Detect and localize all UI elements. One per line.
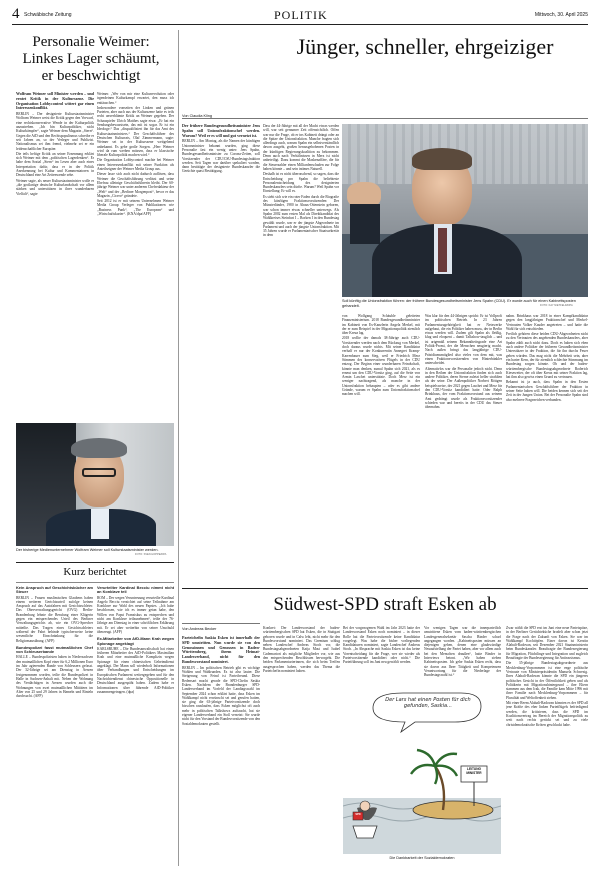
esken-column-5 (506, 626, 588, 864)
spahn-photo-caption: Soll künftig die Unionsfraktion führen: der frühere Bundesgesundheitsminister Jens Spahn (CDU). Er wurde auch für einen Kabinettsposten gehandelt. (342, 299, 576, 308)
spahn-paragraph: Deshalb ist es nicht überraschend, so sagen, dass die Entscheidung pro Spahn die beliebteste Personalentscheidung des designierten Bundeskanzlers sein dürfte. Warum? Weil Spahn vor Einstellung: Er will es. (263, 172, 339, 194)
kurz-item-title: Verurteilter Kardinal Becciu nimmt nicht an Konklave teil (97, 586, 174, 595)
spahn-paragraph: 2018 wollte der damals 38-Jährige auch CDU-Vorsitzender werden nach dem Rückzug von Merkel, doch daraus wurde nichts. Mit seiner Kandidatur verhalf er nur der Konkurrentin Annegret Kramp-Karrenbauer zum Sieg, weil er Friedrich Merz Stimmen des konservativen Flügels in der CDU entzog. Der Beginn einer wunderbaren Feindschaft, könnte man denken, zumal Spahn sich 2021, als es erneut um den CDU-Vorsitz ging, auf die Seite von Armin Laschet unterstützte. Doch Merz ist ein weniger nachtragend, als manche in der Unionsfraktion behaupten – oder es gibt andere Gründe, warum er Spahn zum Unionsfraktionschef machen will. (342, 336, 420, 397)
cartoon-speech-bubble: Der Lars hat einen Posten für dich gefunden, Saskia… (385, 697, 471, 709)
weimer-photo-caption: Der bisherige Medienunternehmer Wolfram Weimer soll Kulturstaatsminister werden. (16, 548, 159, 552)
kurz-item (16, 646, 93, 699)
cartoon-spd-box: SPD (355, 813, 361, 816)
weimer-photo-credit: FOTO: SVEN HOPPE/DPA (135, 553, 167, 556)
kurz-item-text: KARLSRUHE – Die Bundesanwaltschaft hat einen früheren Mitarbeiter des AfD-Politikers Maximilian Krah und eine mutmaßliche Komplizin wegen Spionage für einen chinesischen Geheimdienst angeklagt. Der Mann soll wiederholt Informationen über Verhandlungen und Entscheidungen im Europäischen Parlament weitergegeben und für den Nachrichtendienst chinesische Oppositionelle in Deutschland ausgespäht haben. Zudem habe er Informationen über führende AfD-Politiker zusammengetragen. (dpa) (97, 646, 174, 694)
weimer-paragraph: BERLIN – Der designierte Kulturstaatsminister Wolfram Weimer weist die Kritik gegen den Vorwurf, eine rechtskonservative Wende in der Kulturpolitik anzustreben. „Ich bin Kulturpolitiker, nicht Kulturkämpfer“, sagte Weimer dem Magazin „Stern“. Gegen die AfD und den Rechtspopulismus schreibe er seit Jahren an, so der Verleger und Publizist. Nationalismus sei ihm fremd, vielmehr sei er ein leidenschaftlicher Europäer. (16, 112, 94, 151)
esken-author: Von Andreas Becker (182, 627, 217, 631)
kurz-heading-rule (16, 582, 174, 583)
esken-paragraph: Konkret: Der Landesvorstand der baden-württembergischen SPD hat Esken, die in Stuttgart geboren wurde und in Calw lebt, nicht mehr für den Bundesvorstand nominiert. Das Gremium schlug neben Landeschef Andreas Stoch vor, die Bundestagsabgeordneten Katja Mast und Isabel Cademartori als mögliche Mitglieder vor, wie aus den entsprechenden Beschlüssen hervorgeht. Die beiden Parlamentarierinnen, die sich beim Treffen ausgesprochen haben, werden das Thema die Parteichefin nominiert haben. (263, 626, 340, 673)
column-divider (178, 30, 179, 866)
spahn-paragraph: von Wolfgang Schäuble geleiteten Finanzministerium. 2018 Bundesgesundheitsminister im Kabinett von Ex-Kanzlerin Angela Merkel, mit der er zum Beispiel in der Migrationspolitik ziemlich über Kreuz lag. (342, 314, 420, 336)
spahn-headline: Jünger, schneller, ehrgeiziger (296, 34, 554, 59)
spahn-column-5 (506, 314, 588, 584)
kurz-item-title: Kein Anspruch auf Geschichtsbücher am Steuer (16, 586, 93, 595)
spahn-paragraph: Alternativlos war die Personalie jedoch nicht. Denn in den Reihen der Unionsfraktion finden sich auch andere Politiker, deren Sterne zuletzt heller strahlten als der seine. Der Außenpolitiker Norbert Röttgen beispielsweise, der 2021 gegen Laschet und Merz für den CDU-Vorsitz kandidiert hatte. Oder Ralph Brinkhaus, der vom Fraktionsvorstand aus seinem Amt gedrängt wurde als Fraktionsvorsitzender schieden war und bereits in der CDU das Steuer übernahm. (425, 366, 502, 410)
spahn-paragraph: nahm. Brinkhaus war 2018 in einer Kampfkandidatur gegen den langjährigen Fraktionschef und Merkel-Vertrauten Volker Kauder angetreten – und hatte die Wahl für sich entschieden. (506, 314, 588, 331)
kurz-item-title: Bundespolizei fasst mutmaßlichen Chef von Schleuserbande (16, 644, 93, 655)
weimer-paragraph: Weimer sagte, als neuer Kulturstaatsminister wolle er „die großartige deutsche Kulturlandschaft vor allem stärken und unterstützen in ihrer wunderbaren Vielfalt“, sagte (16, 178, 94, 196)
esken-paragraph: Zwar wählt die SPD erst im Juni eine neue Parteispitze, in der Berliner Gerüchteküche brodelt aber schon jetzt die Frage nach der Zukunft von Esken. Sie war im Wahlkampf Kochtöpfen. Einer davon ist Kerstin Alabali-Radovan, seit Dezember 2021 Staatsministerin beim Bundeskanzler. Beauftragte der Bundesregierung für Migration, Flüchtlinge und Integration und zugleich Beauftragte der Bundesregierung für Antirassismus. (506, 626, 588, 661)
spahn-photo (342, 124, 588, 297)
kurz-item (97, 586, 174, 634)
spahn-paragraph: Es sieht sich wie ein roter Faden durch die Biografie des künftigen Fraktionsvorsitzenden: Der Münsterländer, 1980 in Ahaus-Ottenstein geboren, war schon immer etwas schneller unterwegs. Als Spahn 2002 zum ersten Mal als Direktkandidat des Wahlkreises Steinfurt I – Borken I in den Bundestag gewählt wurde, war er der jüngste Abgeordnete im Parlament und auch der jüngste Unionsfraktion. Mit 35 Jahren wurde er Parlamentarischer Staatssekretär in dem (263, 194, 339, 238)
weimer-lead: Wolfram Weimer soll Minister werden – und erntet Kritik in der Kulturszene. Die Organisation Lobbycontrol wittert gar einen Interessenkonflikt. (16, 92, 94, 111)
paper-name: Schwäbische Zeitung (24, 12, 72, 18)
spahn-column-2 (263, 124, 339, 584)
esken-author-rule (182, 623, 260, 624)
kurz-top-rule (16, 562, 174, 563)
esken-column-1 (182, 636, 260, 864)
esken-paragraph: Bei der vorgezogenen Wahl im Jahr 2023 hatte der Landesvorstand Esken noch nominiert – in dieser Rolle hat die Parteivorsitzende keine Kandidatur vorgelegt. Was habe die bisher vorliegenden Kandidaturen nominiert, sagte Landeschef Andreas Stoch. „In Absprache mit Saskia Esken ist das keine Vorentscheidung für die Frage, wer sie wieder als Parteivorsitzende kandidiert oder nicht.“ Die Parteiführung soll im Juni neu gewählt werden. (343, 626, 420, 665)
cartoon-caption: Die Dankbarkeit der Sozialdemokraten (389, 856, 455, 860)
spahn-paragraph: Bekannt ist ja auch, dass Spahn in den Ersten Parlamentarischen Geschäftsführer der Fraktion in seiner Seite haben will. Die beiden kennen sich seit der Zeit in der Jungen Union. Bei der Personalie Spahn sind also mehrere Fragezeichen verbunden. (506, 380, 588, 402)
kurz-item-title: Ex-Mitarbeiter von AfD-Mann Krah wegen Spionage angeklagt (97, 636, 174, 646)
spahn-column-3 (342, 314, 420, 584)
esken-paragraph: BERLIN – Im politischen Betrieb gibt es wichtige Wahlen und Wahlrunden. Es ist also lauter. Die Steigerung von Feind ist Parteifreund. Diese Redensart macht gerade die SPD-Chefin Saskia Esken. Nachdem der Brandenburger SPD-Landesverband im Vorfeld der Landtagswahl im September 2024 schon erklärt hatte, dass Esken im Wahlkampf nicht erwünscht sei und gerufen hatten, sie ging die 63-jährige Parteivorsitzende doch bisschen rauslaufen, dass Esken möglichst oft auch mehr in politischen Talkshows auftaucht, hat sie eigener Landesverband ein Stoß versetzt: Sie wurde nicht für den Vorstand der Bundesvorsitzende von den Sozialdemokraten gestellt. (182, 665, 260, 726)
kurz-item-text: ROM – Der wegen Veruntreuung verurteilte Kardinal Angelo Becciu verzichtet auf seine Teilnahme am Konklave zur Wahl des neuen Papstes. „Ich habe beschlossen, wie ich es immer getan habe, den Willen von Papst Franziskus zu entsprechen und nicht am Konklave teilzunehmen“, teilte der 76-Jährige am Dienstag in einer schriftlichen Erklärung mit. Er sei aber weiterhin von seiner Unschuld überzeugt. (AFP) (97, 595, 174, 634)
kurz-item-text: BERLIN – Frauen muslimischen Glaubens haben einem weiteren Gerichtsurteil zufolge keinen Anspruch auf das Autofahren mit Gesichtsschleier. Das Oberverwaltungsgericht (OVG) Berlin-Brandenburg lehnte die Berufung einer Klägerin gegen ein entsprechendes Urteil des Berliner Verwaltungsgerichts ab, wie ein OVG-Sprecher mitteilte. Das Tragen eines Gesichtsschleiers während der Fahrt behinde typischerweise keine wesentliche Einschränkung für die Religionsausübung. (AFP) (16, 595, 93, 643)
page-number: 4 (12, 6, 20, 22)
weimer-paragraph: Dieser lasse sich auch nicht dadurch auflösen, dass Weimer die Geschäftsführung verlässt und seine Ehefrau alleinige Geschäftsführerin bleibt. Der 60-jährige Weimer war unter anderem Chefredakteur der „Welt“ und der „Berliner Morgenpost“, bevor er das Magazin „Cicero“ gründete. (97, 172, 174, 198)
cartoon-sign: LEITUNG MINISTER (466, 767, 482, 775)
esken-column-3 (343, 626, 420, 684)
spahn-paragraph: Was klar für den 44-Jährigen spricht: Er ist Vollprofi im politischen Betrieb. In 23 Jahren Parlamentszugehörigkeit hat er Netzwerke aufgebaut, die ein Politiker haben muss, der in Berlin etwas werden will. Zudem gilt Spahn als fleißig, klug und eloquent – damit Talkshow-tauglich – und ist artgemäß seinem Bekanntheitsgrade eine Art Politik-Promi, der die Menschen neugierig macht. Nach außen bringt das langjährige CDU-Präsidiumsmitglied also vieles von dem mit, was einen Fraktionsvorsitzenden von Hinterbänkler unterscheidet. (425, 314, 502, 366)
esken-column-4 (424, 626, 501, 684)
spahn-top-rule (182, 118, 588, 119)
weimer-column-1 (16, 92, 94, 420)
spahn-paragraph: BERLIN – Am Montag, als die Namen der künftigen Unionsminister bekannt wurden, ging diese Personalie fast ein wenig unter: Jens Spahn, Bundesgesundheitsminister zu Corona-Zeiten, soll Vorsitzender der CDU/CSU-Bundestagsfraktion werden. Seit Tagen war darüber spekuliert worden, dann bestätigte der designierte Bundeskanzler die Gerüchte quasi Bestätigung. (182, 139, 260, 174)
kurz-column-1 (16, 586, 93, 864)
weimer-paragraph: Weimer. „Wer von mir eine Kulturrevolution oder irgendeinen Kulturkampf erwartet, den muss ich enttäuschen.“ (97, 92, 174, 105)
weimer-paragraph: Seit 2012 ist er mit seinem Unternehmen Weimer Media Group Verleger von Publikationen wie „Business Punk“, „The European“ und „Wirtschaftskurier“. (KNA/dpa/AFP) (97, 199, 174, 217)
spahn-paragraph: Dass der 44-Jährige mit all der Macht etwas werden will, war seit geraumer Zeit offensichtlich. Offen war nur die Frage, ob er ins Kabinett drängt oder an die Spitze der Unionsfraktion. Manche fragten sich allerdings auch, warum Spahn ein selbstverständlich davon ausgeht, großen herausgehobenen Posten in der künftigen Regierungskoalition zu bekommen. Denn auch nach Verhältnissen in Merz ist nicht unbeteiligt. Dazu kommt die Maskenaffäre, die für die Steuerzahler einen Milliardenschaden zur Folge haben könnte – und sein intimes Naturell. (263, 124, 339, 171)
esken-paragraph: Vor wenigen Tagen war die innerparteilich umstrittene Esken vom baden-württembergischen Landesgeneralsekretär Sascha Binder scharf angegangen worden. „Kabinettsposten müssen an diejenigen gehen, denen eine glaubwürdige Neuaufstellung der Partei haben, aber vor allem auch bei den Menschen draußen“, hatte Binder in Interviews betont. „Wir haben sieben Kabinettsposten. Ich gehe Saskia Esken recht, dass sie davon aus Ihrer Tätigkeit und Kompetenzen Verantwortung für die Niederlage der Bundestagswahl ist.“ (424, 626, 501, 678)
esken-column-2 (263, 626, 340, 864)
kurz-item (97, 637, 174, 694)
weimer-headline: Personalie Weimer: Linkes Lager schäumt, er beschwichtigt (22, 34, 160, 84)
issue-date: Mittwoch, 30. April 2025 (534, 12, 588, 18)
esken-headline: Südwest-SPD straft Esken ab (273, 594, 497, 615)
cartoon (343, 688, 501, 854)
esken-lead: Parteichefin Saskia Esken ist innerhalb der SPD umstritten. Nun wurde sie von den Genossinnen und Genossen in Baden-Württemberg, ihrem Heimat-Landesverband, nicht für den Bundesvorstand nominiert. (182, 636, 260, 664)
kurz-item-text: HALLE – Bundespolizisten haben in Niedersachsen den mutmaßlichen Kopf einer für 6,2 Millionen Euro im Jahr agierenden Bande von Schleusern gefasst. Der 32-Jährige sei am Dienstag in Aerzen festgenommen worden, teilte die Bundespolizei in Halle in Sachsen-Anhalt mit. Neben der Wohnung des Verdächtigen in Aerzen wurden auch die Wohnungen von zwei mutmaßlichen Mittätern im Alter von 25 und 29 Jahren in Hameln und Rinteln durchsucht. (AFP) (16, 655, 93, 699)
weimer-paragraph: Die teils heftige Kritik an seiner Ernennung erklärt sich Weimer mit dem „politischen Lagerdenken“. Er habe dem Sozial „Stern“ im Lesen aber auch eines Interpretation dafür, dass er in der Politik Anerkennung bei Kultur und Kommentatoren in Deutschland eine Art Zeitenwende sehe. (16, 151, 94, 178)
weimer-paragraph: Insbesondere vonseiten der Linken und grünen Parteien, aber auch aus der Kulturszene hatte es teils recht unverblümte Kritik an Weimer gegeben. Der Schauspieler Ulrich Matthes sagte etwa: „Er hat ein Sendungsbewusstsein, das mit ist sogar. Er ist ein Ideologe.“ Das „disqualifiziert ihn für das Amt des Kulturstaatsministers.“ Der Geschäftsführer des Deutschen Kulturrats, Olaf Zimmermann, sagte: Weimer sei in der Kulturszene weitgehend unbekannt. Es gebe große Sorgen. „Herr Weimer wird da rum werben müssen, dass er klassische liberale Kulturpolitik machen wird.“ (97, 105, 174, 158)
weimer-photo (16, 423, 174, 546)
spahn-column-1 (182, 124, 260, 584)
spahn-paragraph: Freilich gehören diese beiden CDU-Abgeordneten nicht zu den Vertrauten des angehenden Bundeskanzlers, aber Spahn zählt auch nicht dazu. Doch es haben sich eben auch andere Politiker der früheren Gesundheitsminister Unterstützer in der Fraktion, die für ihn durchs Feuer gehen würden. Das mag nicht die Mehrheit sein, aber ein harter Kern, der für ziemlich schlechte Stimmung im Bundestag sorgen könnte. Ob und der baden-württembergische Bundestagsabgeordnete Roderich Kiesewetter, der oft über Kreuz mit seiner Fraktion lag, hat ihm also gewiss einen Grund zu vertrauen. (506, 332, 588, 380)
spahn-column-4 (425, 314, 502, 584)
weimer-column-2 (97, 92, 174, 420)
kurz-column-2 (97, 586, 174, 864)
masthead-rule (12, 24, 588, 25)
esken-paragraph: Mit einer Reem Alabali-Radovan könnten es der SPD all jene Kräfte des eher linken Parteiflügels befriedigend werden, die kritisieren, dass die SPD im Koalitionsvertrag im Bereich der Migrationspolitik zu weit nach rechts gerückt sei und zu viele christdemokratische Kröten geschluckt habe. (506, 701, 588, 727)
spahn-intro: Der frühere Bundesgesundheitsminister Jens Spahn soll Unionsfraktionschef werden. Warum? Weil er es will und gut vernetzt ist. (182, 124, 260, 138)
spahn-photo-credit: FOTO: KAY NIETFELD/DPA (540, 304, 573, 307)
spahn-author: Von Claudia Kling (182, 114, 215, 118)
masthead (12, 6, 588, 26)
esken-top-rule (182, 588, 588, 589)
esken-paragraph: Die 35-jährige Bundestagsabgeordnete aus Mecklenburg-Vorpommern ist eine enge politische Vertraute von Ministerpräsidentin Manuela Schwesig. Ihres Alabali-Radovan könnte die SPD ein jüngeres politisches Gesicht in der Öffentlichkeit geben und als Politikerin mit Migrationshintergrund – ihre Eltern stammen aus dem Irak, die Familie kam Mitte 1996 mit ihrer Familie nach Mecklenburg-Vorpommern – für Pluralität und Weltoffenheit stehen. (506, 661, 588, 700)
kurz-item (16, 586, 93, 643)
kurz-heading: Kurz berichtet (63, 566, 127, 578)
weimer-paragraph: Die Organisation Lobbycontrol machte bei Weimer einen Interessenkonflikt mit seiner Funktion als Anteilseigner der Weimer Media Group aus. (97, 158, 174, 172)
section-title: POLITIK (274, 8, 328, 22)
